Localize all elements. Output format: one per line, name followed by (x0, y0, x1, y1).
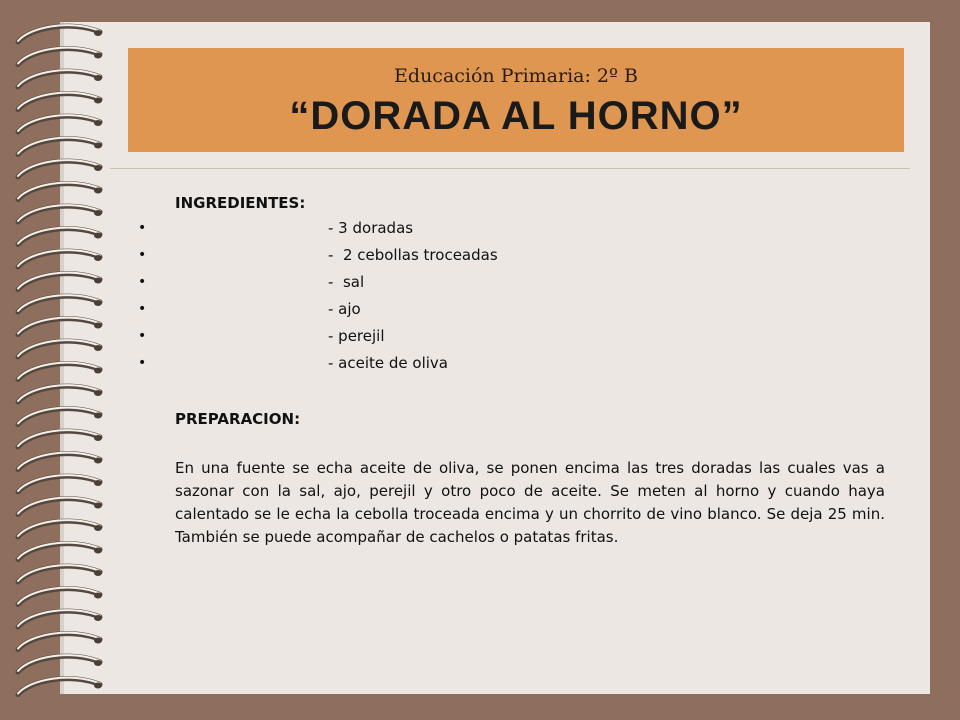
subtitle: Educación Primaria: 2º B (394, 65, 638, 87)
spiral-ring (18, 296, 100, 312)
spiral-ring (94, 368, 102, 374)
spiral-ring (94, 143, 102, 149)
bullet-icon: • (138, 274, 147, 290)
spiral-ring (94, 30, 102, 36)
spiral-ring (94, 480, 102, 486)
spiral-ring (94, 233, 102, 239)
ingredient-text: - 3 doradas (328, 219, 414, 237)
spiral-ring (94, 525, 102, 531)
spiral-ring (94, 593, 102, 599)
spiral-ring (18, 139, 100, 155)
spiral-ring (18, 49, 100, 65)
spiral-ring (18, 634, 100, 650)
spiral-ring (18, 589, 100, 605)
spiral-ring (94, 165, 102, 171)
spiral-ring (18, 184, 100, 200)
spiral-ring (94, 345, 102, 351)
spiral-ring (18, 364, 100, 380)
spiral-ring (18, 679, 100, 695)
spiral-ring (18, 409, 100, 425)
spiral-ring (94, 570, 102, 576)
list-item (138, 353, 738, 380)
ingredient-text: - 2 cebollas troceadas (328, 246, 498, 264)
spiral-ring (94, 120, 102, 126)
spiral-ring (18, 206, 100, 222)
spiral-ring (18, 386, 100, 402)
ingredient-text: - ajo (328, 300, 361, 318)
page-title: “DORADA AL HORNO” (289, 94, 743, 138)
preparation-heading: PREPARACION: (175, 410, 301, 428)
spiral-ring (18, 566, 100, 582)
spiral-ring (18, 454, 100, 470)
list-item (138, 326, 738, 353)
bullet-icon: • (138, 220, 147, 236)
bullet-icon: • (138, 328, 147, 344)
spiral-ring (94, 390, 102, 396)
spiral-ring (18, 251, 100, 267)
list-item (138, 272, 738, 299)
title-banner (128, 48, 904, 152)
ingredient-text: - perejil (328, 327, 385, 345)
bullet-icon: • (138, 301, 147, 317)
bullet-icon: • (138, 247, 147, 263)
spiral-ring (18, 611, 100, 627)
ingredients-list (138, 218, 738, 380)
bullet-icon: • (138, 355, 147, 371)
spiral-ring (94, 660, 102, 666)
spiral-ring (18, 274, 100, 290)
spiral-ring (18, 94, 100, 110)
spiral-ring (18, 656, 100, 672)
spiral-ring (18, 544, 100, 560)
spiral-ring (94, 503, 102, 509)
spiral-ring (18, 431, 100, 447)
spiral-ring (18, 319, 100, 335)
spiral-ring (94, 210, 102, 216)
list-item (138, 245, 738, 272)
spiral-ring (94, 548, 102, 554)
list-item (138, 299, 738, 326)
spiral-ring (94, 255, 102, 261)
spiral-ring (94, 278, 102, 284)
ingredient-text: - sal (328, 273, 365, 291)
spiral-ring (94, 638, 102, 644)
spiral-ring (18, 499, 100, 515)
ingredient-text: - aceite de oliva (328, 354, 448, 372)
spiral-ring (94, 683, 102, 689)
preparation-text: En una fuente se echa aceite de oliva, se ponen encima las tres doradas las cuales vas a sazonar con la sal, ajo, perejil y otro poco de aceite. Se meten al horno y cuando haya calentado se le echa la cebolla troceada encima y un chorrito de vino blanco. Se deja 25 min. También se puede acompañar de cachelos o patatas fritas. (175, 459, 885, 546)
spiral-ring (94, 615, 102, 621)
spiral-ring (18, 116, 100, 132)
spiral-ring (94, 75, 102, 81)
spiral-binding (0, 0, 110, 720)
divider (110, 168, 910, 169)
list-item (138, 218, 738, 245)
spiral-ring (94, 413, 102, 419)
spiral-ring (18, 341, 100, 357)
spiral-ring (94, 188, 102, 194)
spiral-ring (18, 71, 100, 87)
spiral-ring (18, 229, 100, 245)
spiral-ring (94, 323, 102, 329)
spiral-ring (94, 98, 102, 104)
spiral-ring (18, 476, 100, 492)
spiral-ring (18, 521, 100, 537)
spiral-ring (94, 458, 102, 464)
spiral-ring (94, 53, 102, 59)
spiral-ring (94, 300, 102, 306)
ingredients-heading: INGREDIENTES: (175, 194, 306, 212)
spiral-ring (18, 161, 100, 177)
spiral-ring (18, 26, 100, 42)
spiral-ring (94, 435, 102, 441)
